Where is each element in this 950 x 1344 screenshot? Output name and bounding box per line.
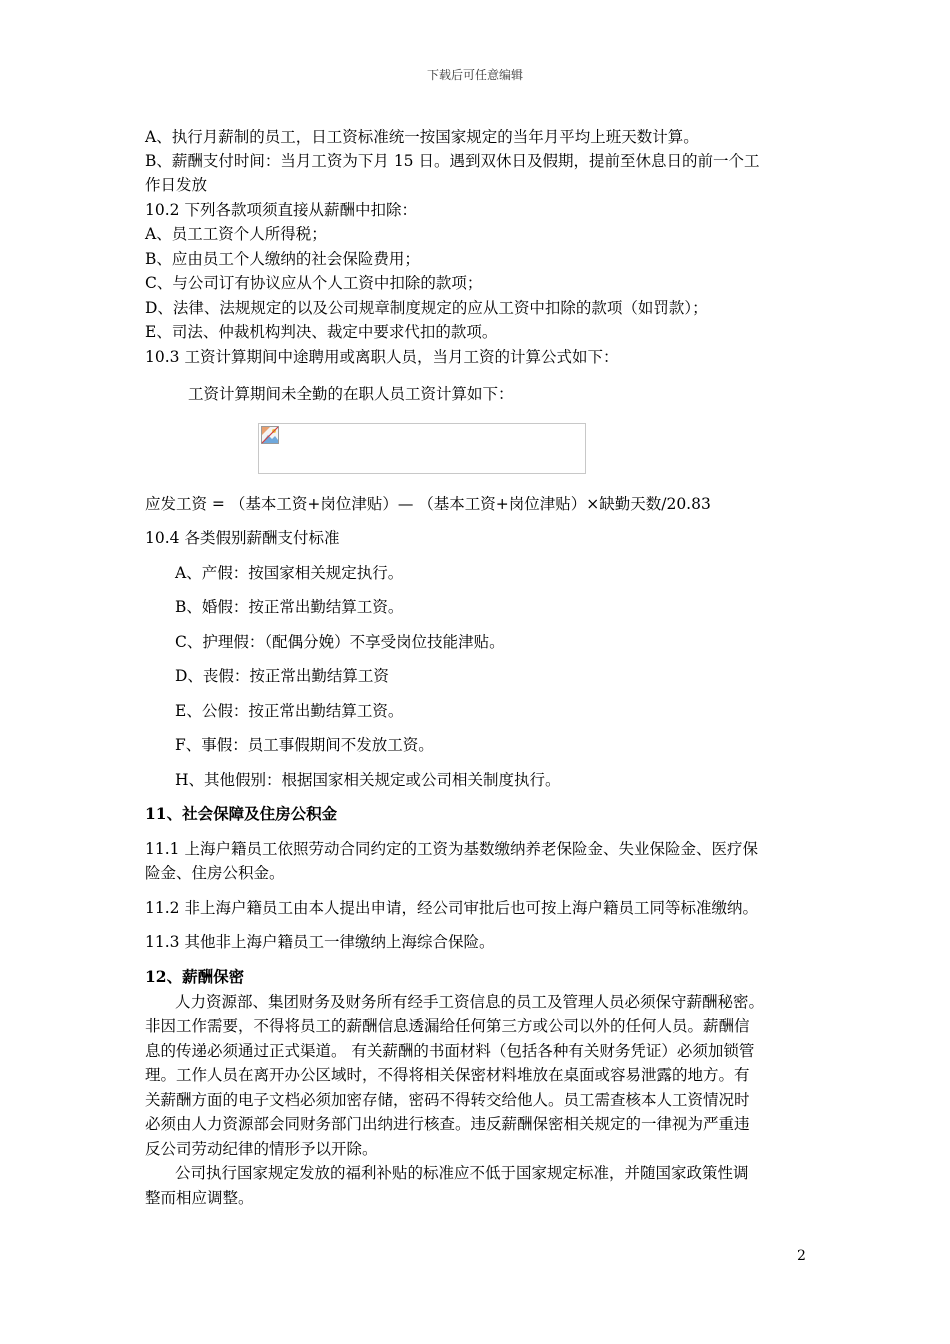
paragraph-line: 息的传递必须通过正式渠道。 有关薪酬的书面材料（包括各种有关财务凭证）必须加锁管 [145, 1042, 755, 1060]
page-header: 下载后可任意编辑 [426, 68, 523, 82]
section-heading-12: 12、薪酬保密 [145, 967, 245, 986]
paragraph-line: 11.3 其他非上海户籍员工一律缴纳上海综合保险。 [145, 933, 495, 951]
paragraph-line: B、薪酬支付时间：当月工资为下月 15 日。遇到双休日及假期，提前至休息日的前一个工 [145, 152, 760, 170]
list-item: E、司法、仲裁机构判决、裁定中要求代扣的款项。 [145, 323, 498, 341]
list-item: C、护理假：（配偶分娩）不享受岗位技能津贴。 [175, 633, 505, 651]
paragraph-line: 11.1 上海户籍员工依照劳动合同约定的工资为基数缴纳养老保险金、失业保险金、医疗保 [145, 840, 758, 858]
list-item: D、法律、法规规定的以及公司规章制度规定的应从工资中扣除的款项（如罚款）； [145, 299, 708, 317]
paragraph-line: 反公司劳动纪律的情形予以开除。 [145, 1140, 378, 1158]
list-item: B、婚假：按正常出勤结算工资。 [175, 598, 404, 616]
list-item: H、其他假别：根据国家相关规定或公司相关制度执行。 [175, 771, 561, 789]
list-item: B、应由员工个人缴纳的社会保险费用； [145, 250, 420, 268]
list-item: F、事假：员工事假期间不发放工资。 [175, 736, 434, 754]
paragraph-line: 公司执行国家规定发放的福利补贴的标准应不低于国家规定标准，并随国家政策性调 [175, 1164, 749, 1182]
paragraph-line: A、执行月薪制的员工，日工资标准统一按国家规定的当年月平均上班天数计算。 [145, 128, 699, 146]
list-item: A、员工工资个人所得税； [145, 225, 327, 243]
paragraph-line: 11.2 非上海户籍员工由本人提出申请，经公司审批后也可按上海户籍员工同等标准缴纳。 [145, 899, 758, 917]
formula-line: 应发工资 = （基本工资+岗位津贴）— （基本工资+岗位津贴）×缺勤天数/20.83 [145, 495, 711, 513]
paragraph-line: 险金、住房公积金。 [145, 864, 285, 882]
section-heading-10-3: 10.3 工资计算期间中途聘用或离职人员，当月工资的计算公式如下： [145, 348, 619, 366]
list-item: E、公假：按正常出勤结算工资。 [175, 702, 404, 720]
list-item: C、与公司订有协议应从个人工资中扣除的款项； [145, 274, 483, 292]
paragraph-line: 非因工作需要，不得将员工的薪酬信息透漏给任何第三方或公司以外的任何人员。薪酬信 [145, 1017, 750, 1035]
section-heading-10-4: 10.4 各类假别薪酬支付标准 [145, 529, 340, 547]
list-item: A、产假：按国家相关规定执行。 [175, 564, 404, 582]
formula-image-placeholder [258, 423, 586, 474]
paragraph-line: 工资计算期间未全勤的在职人员工资计算如下： [188, 385, 514, 403]
paragraph-line: 人力资源部、集团财务及财务所有经手工资信息的员工及管理人员必须保守薪酬秘密。 [175, 993, 765, 1011]
section-heading-11: 11、社会保障及住房公积金 [145, 804, 338, 823]
paragraph-line: 整而相应调整。 [145, 1189, 254, 1207]
paragraph-line: 关薪酬方面的电子文档必须加密存储，密码不得转交给他人。员工需查核本人工资情况时 [145, 1091, 750, 1109]
paragraph-line: 作日发放 [145, 176, 208, 194]
paragraph-line: 必须由人力资源部会同财务部门出纳进行核查。违反薪酬保密相关规定的一律视为严重违 [145, 1115, 750, 1133]
list-item: D、丧假：按正常出勤结算工资 [175, 667, 389, 685]
broken-image-icon [261, 426, 279, 444]
section-heading-10-2: 10.2 下列各款项须直接从薪酬中扣除： [145, 201, 417, 219]
page-number: 2 [797, 1248, 806, 1264]
paragraph-line: 理。工作人员在离开办公区域时，不得将相关保密材料堆放在桌面或容易泄露的地方。有 [145, 1066, 750, 1084]
